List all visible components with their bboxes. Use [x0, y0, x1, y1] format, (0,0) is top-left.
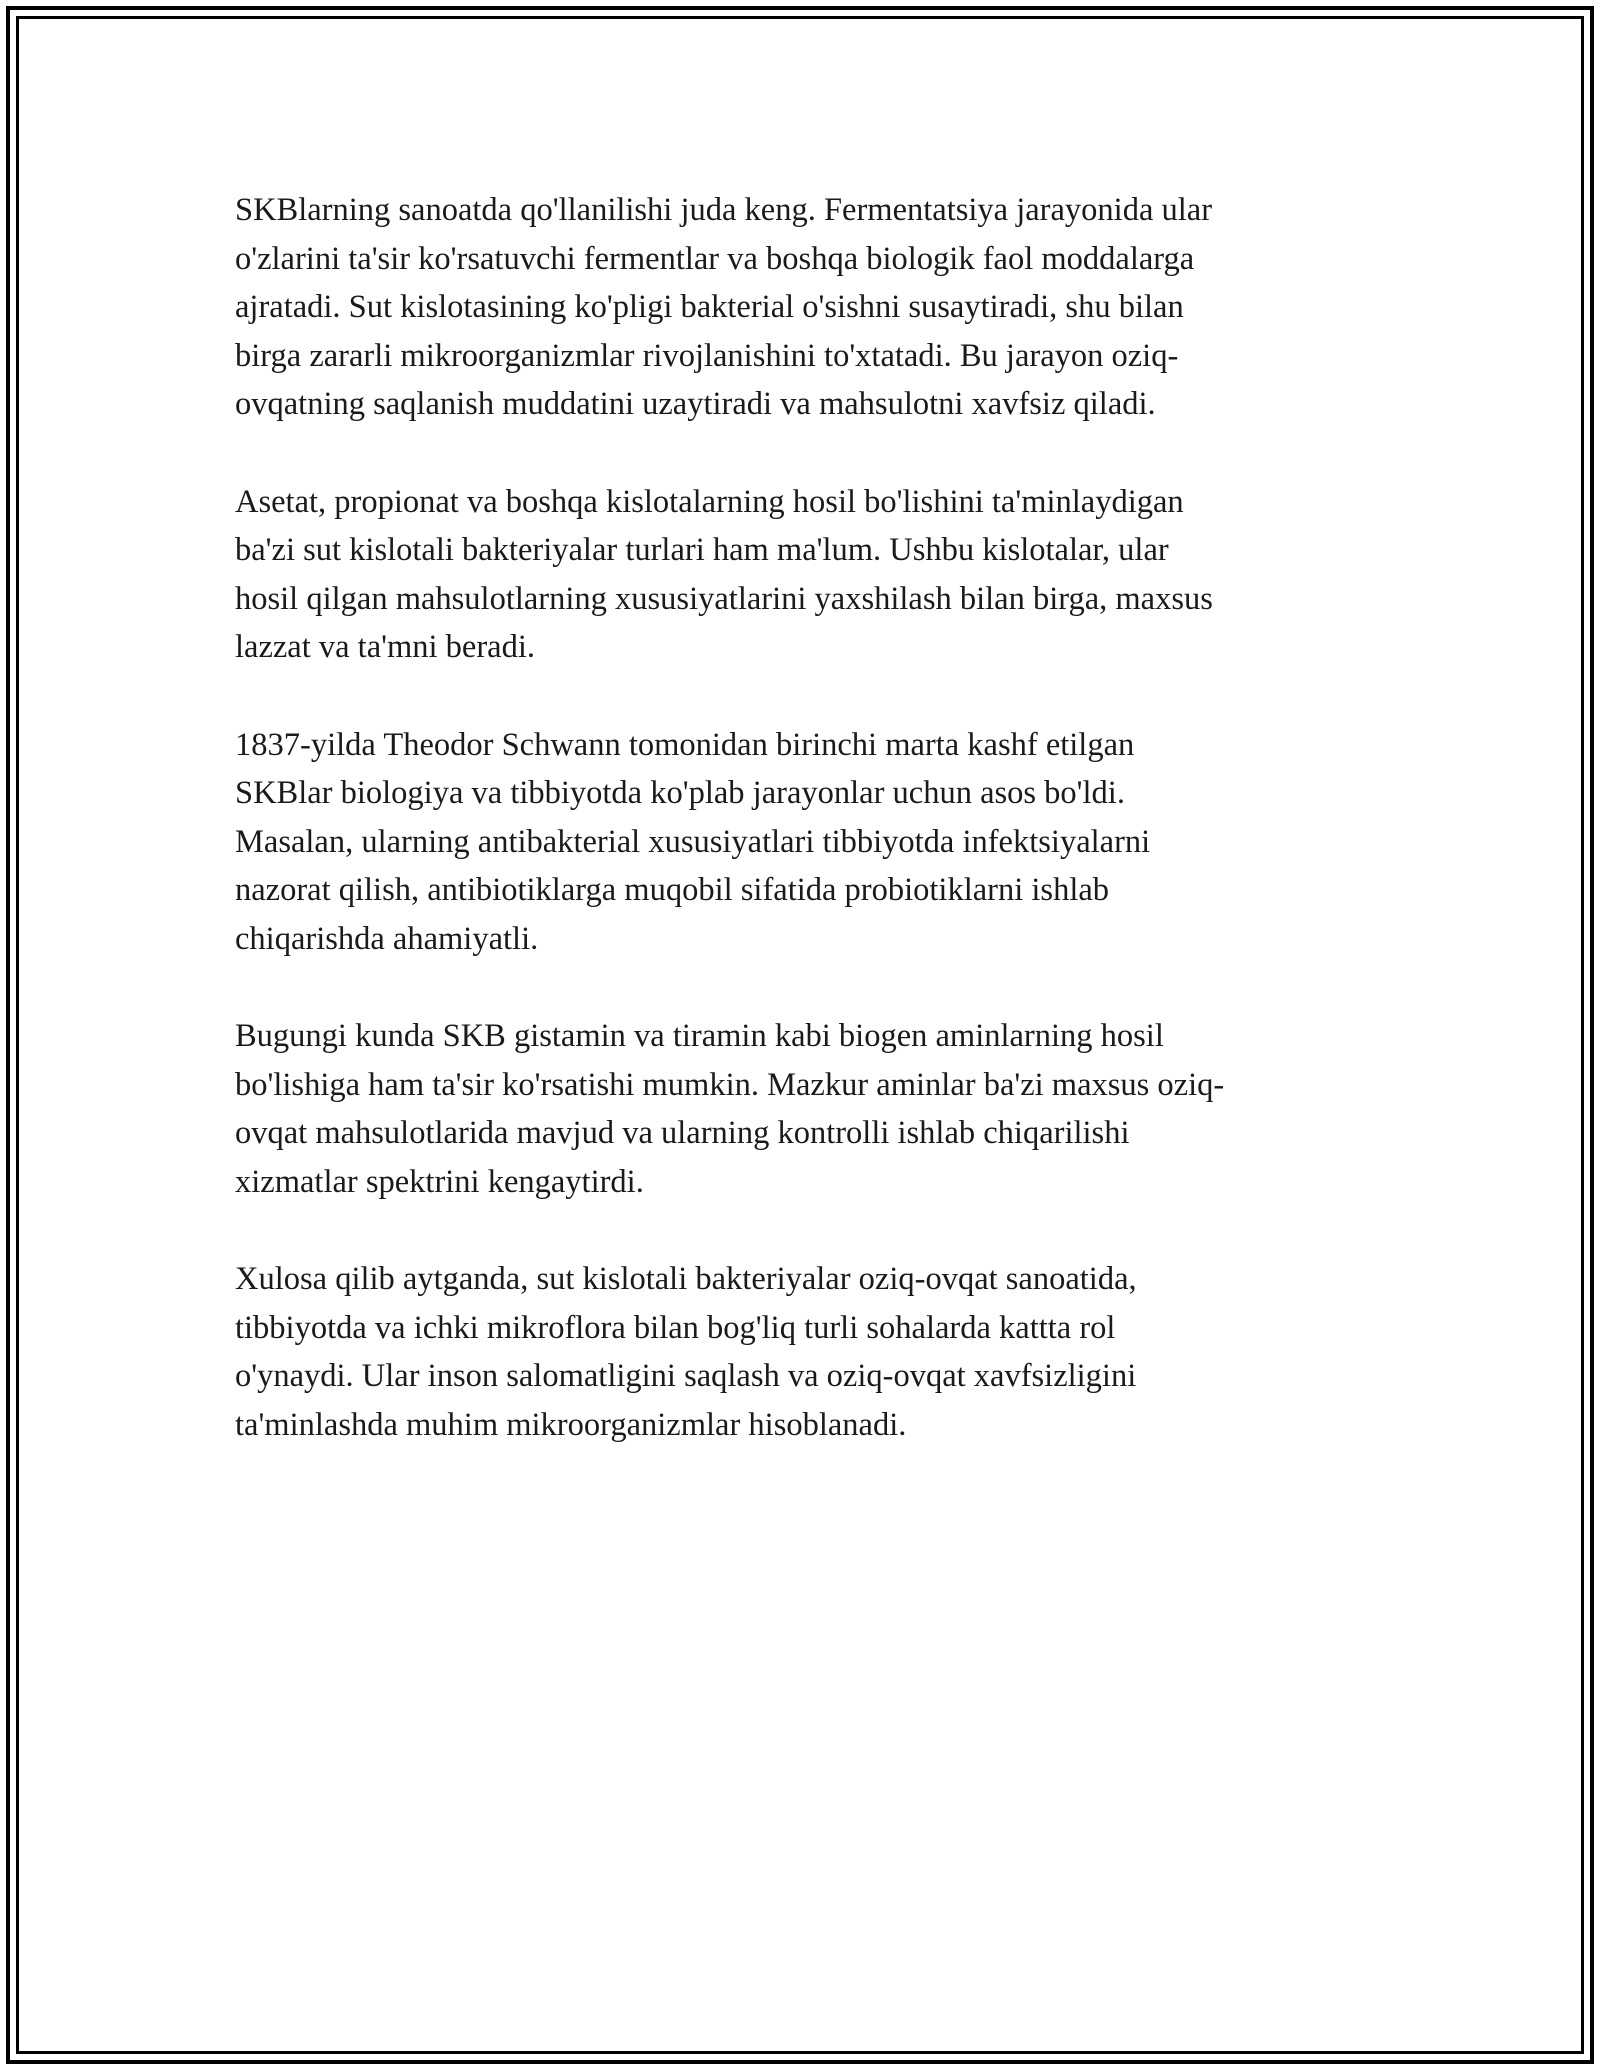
- text-line: chiqarishda ahamiyatli.: [235, 920, 539, 957]
- paragraph-4: [235, 1012, 1355, 1206]
- text-line: ovqatning saqlanish muddatini uzaytiradi va mahsulotni xavfsiz qiladi.: [235, 386, 1156, 423]
- text-line: ovqat mahsulotlarida mavjud va ularning kontrolli ishlab chiqarilishi: [235, 1115, 1130, 1152]
- paragraph-1: [235, 186, 1355, 429]
- text-line: ajratadi. Sut kislotasining ko'pligi bakterial o'sishni susaytiradi, shu bilan: [235, 289, 1184, 326]
- text-line: SKBlar biologiya va tibbiyotda ko'plab jarayonlar uchun asos bo'ldi.: [235, 775, 1125, 812]
- text-line: o'ynaydi. Ular inson salomatligini saqlash va oziq-ovqat xavfsizligini: [235, 1358, 1137, 1395]
- text-line: hosil qilgan mahsulotlarning xususiyatlarini yaxshilash bilan birga, maxsus: [235, 580, 1213, 617]
- document-body: [235, 186, 1355, 1498]
- text-line: Bugungi kunda SKB gistamin va tiramin kabi biogen aminlarning hosil: [235, 1018, 1164, 1055]
- text-line: Xulosa qilib aytganda, sut kislotali bakteriyalar oziq-ovqat sanoatida,: [235, 1261, 1137, 1298]
- text-line: tibbiyotda va ichki mikroflora bilan bog'liq turli sohalarda kattta rol: [235, 1309, 1116, 1346]
- text-line: bo'lishiga ham ta'sir ko'rsatishi mumkin. Mazkur aminlar ba'zi maxsus oziq-: [235, 1066, 1225, 1103]
- paragraph-2: [235, 478, 1355, 672]
- text-line: SKBlarning sanoatda qo'llanilishi juda keng. Fermentatsiya jarayonida ular: [235, 192, 1213, 228]
- text-line: nazorat qilish, antibiotiklarga muqobil sifatida probiotiklarni ishlab: [235, 872, 1110, 909]
- text-line: o'zlarini ta'sir ko'rsatuvchi fermentlar va boshqa biologik faol moddalarga: [235, 240, 1195, 277]
- text-line: 1837-yilda Theodor Schwann tomonidan birinchi marta kashf etilgan: [235, 726, 1135, 763]
- text-line: xizmatlar spektrini kengaytirdi.: [235, 1163, 644, 1200]
- text-line: lazzat va ta'mni beradi.: [235, 629, 536, 666]
- text-line: Asetat, propionat va boshqa kislotalarning hosil bo'lishini ta'minlaydigan: [235, 483, 1184, 520]
- paragraph-3: [235, 721, 1355, 964]
- text-line: Masalan, ularning antibakterial xususiyatlari tibbiyotda infektsiyalarni: [235, 823, 1151, 860]
- text-line: ta'minlashda muhim mikroorganizmlar hisoblanadi.: [235, 1406, 907, 1443]
- text-line: birga zararli mikroorganizmlar rivojlanishini to'xtatadi. Bu jarayon oziq-: [235, 337, 1179, 374]
- text-line: ba'zi sut kislotali bakteriyalar turlari ham ma'lum. Ushbu kislotalar, ular: [235, 532, 1169, 569]
- paragraph-5: [235, 1255, 1355, 1449]
